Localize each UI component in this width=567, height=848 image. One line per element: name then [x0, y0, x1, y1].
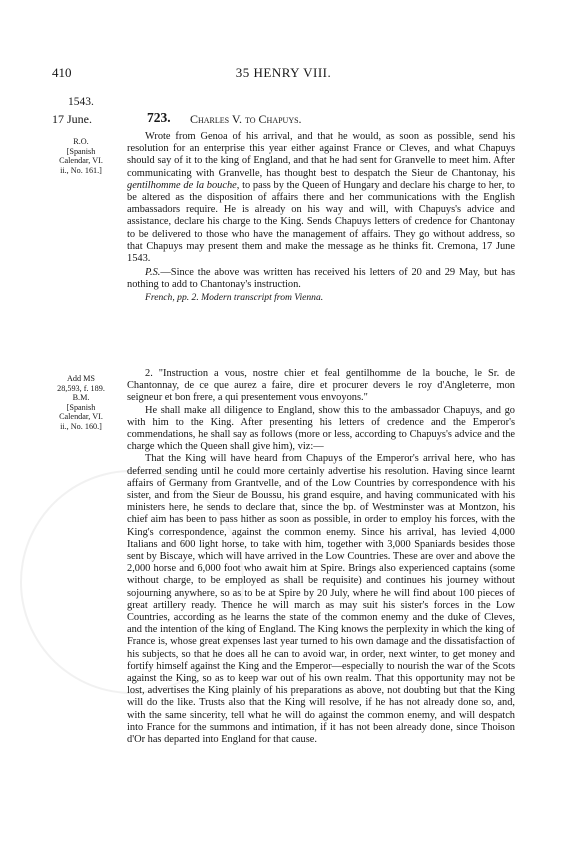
running-head: 35 HENRY VIII. [235, 65, 332, 80]
letter-paragraph: Wrote from Genoa of his arrival, and that he would, as soon as possible, send his resolution for an enterprise this year either against France or Cleves, and what Chapuys should say of it to the king of England, and that he had sent for Granvelle to meet him. After communicating with Granvelle, has thought best to despatch the Sieur de Chantonay, his gentilhomme de la bouche, to pass by the Queen of Hungary and declare his charge to her, to be altered as the disposition of affairs there and her communications with the English ambassadors require. He is already on his way and will, with Chapuys's advice and assistance, declare his charge to the King. Sends Chapuys letters of credence for Chantonay to be delivered to those who have the management of affairs. They go without address, so that Chapuys may present them and make the message as he thinks fit. Cremona, 17 June 1543. [127, 131, 515, 265]
instruction-paragraph: That the King will have heard from Chapuys of the Emperor's arrival here, who has deferred sending until he could more certainly advertise his resolution. Having since learnt affairs of Germany from Grantvelle, and of the Low Countries by correspondence with his sister, and from the Sieur de Boussu, his grand esquire, and having communicated with his ministers here, he sends to declare that, since the bp. of Westminster was at Montzon, his chief aim has been to pass hither as soon as possible, in order to employ his forces, with the King's correspondence, against the common enemy. Since his arrival, has levied 4,000 Italians and 600 light horse, to take with him, together with 3,000 Spaniards besides those sent by Biscaye, which will have arrived in the Low Countries. These are over and above the 2,000 horse and 6,000 foot who await him at Spire. Brings also experienced captains (some without charge, to be employed as shall be requisite) and continues his journey without sojourning anywhere, so as to be at Spire by 20 July, where he will find about 100 pieces of great artillery ready. Thence he will march as may suit his sister's forces in the Low Countries, according as he learns the state of the common enemy and the duke of Cleves, and the intention of the king of England. The King knows the perplexity in which the king of France is, whose great expenses last year turned to his own damage and the dissatisfaction of his subjects, so that he does all he can to avoid war, in order, next winter, to get money and fortify himself against the King and the Emperor—especially to nourish the war of the Scots against the King, so as to keep war out of his own realm. That this opportunity may not be lost, advertises the King plainly of his preparations as above, not doubting but that the King will do the like. Trusts also that the King will resolve, if he has not already done so, and, with the same sincerity, tell what he will do against the common enemy, and will despatch into France for the summons and intimation, if it has not been already done, since Thoison d'Or has departed into England for that cause. [127, 453, 515, 746]
entry-date: 17 June. [52, 112, 92, 126]
instruction-body [127, 368, 515, 746]
instruction-heading: 2. "Instruction a vous, nostre chier et feal gentilhomme de la bouche, le Sr. de Chantonnay, de ce que aurez a faire, dire et procurer devers le roy d'Angleterre, mon seigneur et bon frere, a qui presentement vous envoyons." [127, 368, 515, 404]
letter-body [127, 131, 515, 304]
margin-note-source-1 [42, 137, 120, 175]
entry-title: Charles V. to Chapuys. [190, 112, 302, 126]
instruction-paragraph: He shall make all diligence to England, show this to the ambassador Chapuys, and go with him to the King. After presenting his letters of credence and the Emperor's commendations, he shall say as follows (more or less, according to Chapuys's advice and the charge which the Queen shall give him), viz:— [127, 404, 515, 453]
entry-year: 1543. [68, 96, 94, 108]
margin-line: ii., No. 160.] [60, 421, 102, 431]
margin-line: R.O. [73, 137, 89, 146]
margin-line: Calendar, VI. [59, 412, 103, 422]
margin-note-source-2 [42, 374, 120, 432]
margin-line: 28,593, f. 189. [57, 383, 105, 393]
margin-line: [Spanish [66, 146, 96, 156]
page-number: 410 [52, 65, 72, 80]
postscript: P.S.—Since the above was written has received his letters of 20 and 29 May, but has nothing to add to Chantonay's instruction. [127, 267, 515, 291]
margin-line: Calendar, VI. [59, 156, 103, 166]
source-note: French, pp. 2. Modern transcript from Vienna. [145, 291, 324, 303]
margin-line: ii., No. 161.] [60, 165, 102, 175]
margin-line: [Spanish [66, 402, 96, 412]
margin-line: Add MS [67, 374, 95, 383]
entry-number: 723. [147, 110, 171, 125]
margin-line: B.M. [72, 393, 90, 403]
